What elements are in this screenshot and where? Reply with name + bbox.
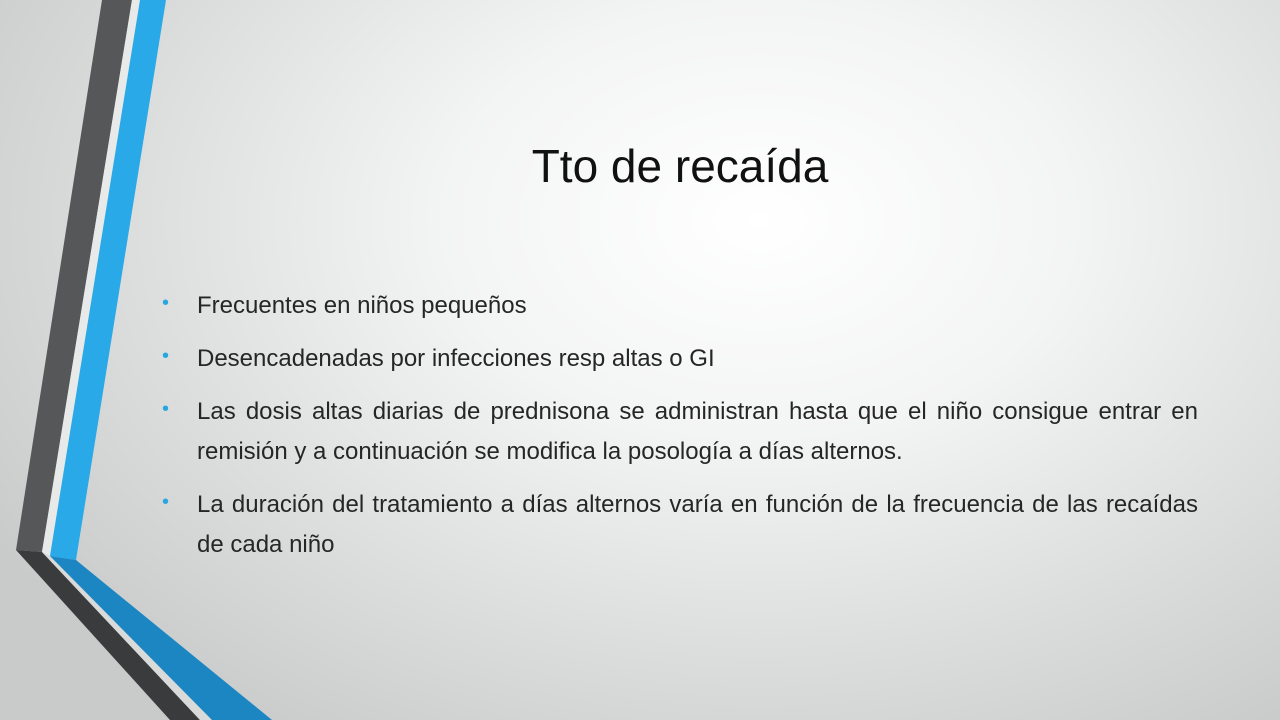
bullet-dot-icon: • bbox=[162, 398, 170, 420]
bullet-list bbox=[162, 286, 1198, 578]
bullet-item bbox=[162, 339, 1198, 379]
bullet-text: Frecuentes en niños pequeños bbox=[197, 292, 527, 319]
bullet-dot-icon: • bbox=[162, 491, 170, 513]
bullet-item bbox=[162, 286, 1198, 326]
bullet-dot-icon: • bbox=[162, 345, 170, 367]
bullet-text: Desencadenadas por infecciones resp altas o GI bbox=[197, 345, 715, 372]
slide-title: Tto de recaída bbox=[531, 140, 829, 192]
bullet-item bbox=[162, 485, 1198, 565]
bullet-text: Las dosis altas diarias de prednisona se administran hasta que el niño consigue entrar en remisión y a continuación se modifica la posología a días alternos. bbox=[197, 398, 1198, 465]
bullet-item bbox=[162, 392, 1198, 472]
bullet-dot-icon: • bbox=[162, 292, 170, 314]
bullet-text: La duración del tratamiento a días alternos varía en función de la frecuencia de las recaídas de cada niño bbox=[197, 491, 1198, 558]
